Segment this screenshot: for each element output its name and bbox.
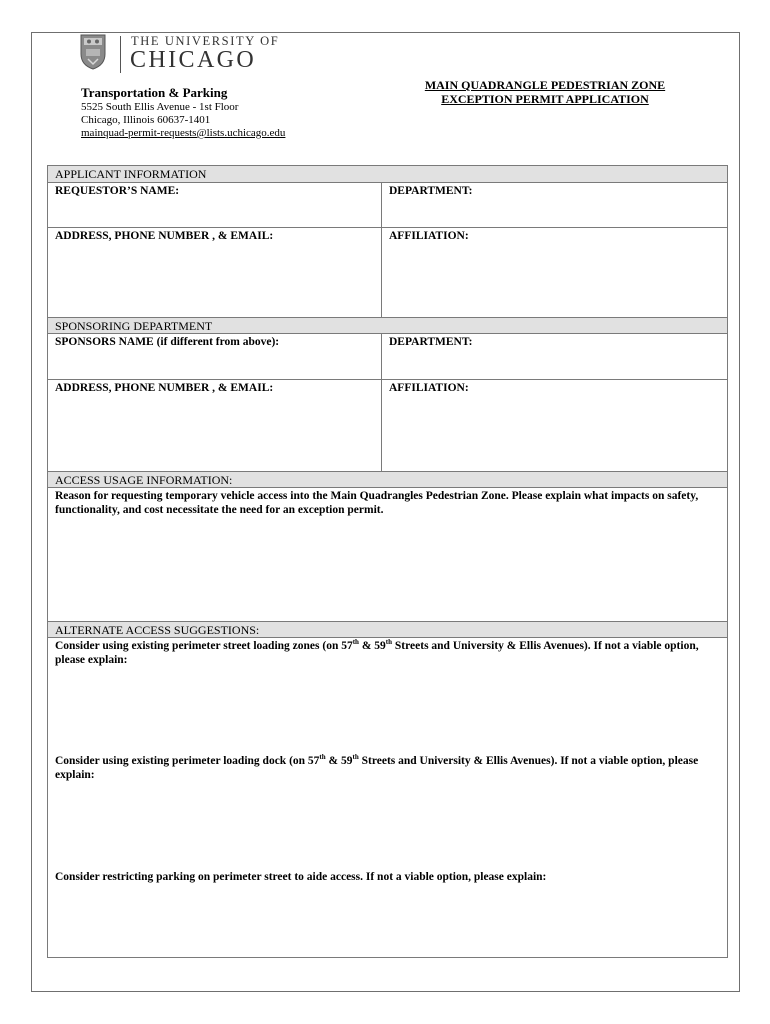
perimeter-loading-dock-question [55,754,720,782]
access-reason-row [48,488,728,622]
q1-sup-2: th [385,638,393,647]
q2-sup-2: th [352,753,359,762]
access-section-header: ACCESS USAGE INFORMATION: [48,472,728,488]
answer-space-2[interactable] [55,782,720,870]
form-title [400,78,690,106]
applicant-affiliation-label: AFFILIATION: [389,230,469,242]
perimeter-loading-zones-question [55,638,720,667]
logo-divider [120,36,121,73]
q2-text-c: Streets and University & Ellis Avenues). If not a viable option, please explain: [55,755,699,781]
department-address-1: 5525 South Ellis Avenue - 1st Floor [81,101,239,113]
restrict-parking-question: Consider restricting parking on perimeter street to aide access. If not a viable option, please explain: [55,871,547,883]
department-name: Transportation & Parking [81,85,228,100]
form-title-line-2: EXCEPTION PERMIT APPLICATION [441,92,649,106]
sponsor-affiliation-label: AFFILIATION: [389,382,469,394]
sponsor-affiliation-field[interactable] [382,380,728,472]
q2-text-a: Consider using existing perimeter loading dock (on 57 [55,755,320,767]
logo-line-2: CHICAGO [130,47,257,73]
sponsor-name-row [48,334,728,380]
applicant-section-row [48,166,728,183]
applicant-affiliation-field[interactable] [382,228,728,318]
q1-text-b: & 59 [358,640,386,652]
department-address-2: Chicago, Illinois 60637-1401 [81,114,211,126]
applicant-department-label: DEPARTMENT: [389,185,473,197]
access-reason-field[interactable] [48,488,728,622]
alternate-section-row [48,622,728,638]
applicant-department-field[interactable] [382,183,728,228]
q2-sup-1: th [319,753,326,762]
sponsor-name-label: SPONSORS NAME (if different from above): [55,336,280,348]
applicant-contact-label: ADDRESS, PHONE NUMBER , & EMAIL: [55,230,274,242]
requestor-name-label: REQUESTOR’S NAME: [55,185,180,197]
department-block [81,84,285,140]
access-reason-label: Reason for requesting temporary vehicle access into the Main Quadrangles Pedestrian Zone. Please explain what impacts on safety, functionality, and cost necessitate the need for an exception permit. [55,490,699,516]
sponsor-department-label: DEPARTMENT: [389,336,473,348]
applicant-contact-row [48,228,728,318]
applicant-contact-field[interactable] [48,228,382,318]
applicant-section-header: APPLICANT INFORMATION [48,166,728,183]
alternate-suggestions-field[interactable] [48,638,728,958]
alternate-suggestions-row [48,638,728,958]
applicant-name-row [48,183,728,228]
q1-text-c: Streets and University & Ellis Avenues). If not a viable option, please explain: [55,640,699,666]
q2-text-b: & 59 [325,755,353,767]
department-email-link[interactable]: mainquad-permit-requests@lists.uchicago.edu [81,127,286,139]
q1-text-a: Consider using existing perimeter street loading zones (on 57 [55,640,353,652]
requestor-name-field[interactable] [48,183,382,228]
sponsor-contact-label: ADDRESS, PHONE NUMBER , & EMAIL: [55,382,274,394]
sponsor-contact-field[interactable] [48,380,382,472]
access-section-row [48,472,728,488]
university-shield-icon [80,34,106,70]
alternate-section-header: ALTERNATE ACCESS SUGGESTIONS: [48,622,728,638]
university-logo [80,34,280,74]
application-form [47,165,728,958]
sponsor-contact-row [48,380,728,472]
sponsor-section-row [48,318,728,334]
sponsor-name-field[interactable] [48,334,382,380]
sponsor-department-field[interactable] [382,334,728,380]
form-title-line-1: MAIN QUADRANGLE PEDESTRIAN ZONE [424,78,666,92]
q1-sup-1: th [352,638,359,647]
logo-line-1: THE UNIVERSITY OF [131,34,280,48]
sponsor-section-header: SPONSORING DEPARTMENT [48,318,728,334]
answer-space-1[interactable] [55,667,720,754]
